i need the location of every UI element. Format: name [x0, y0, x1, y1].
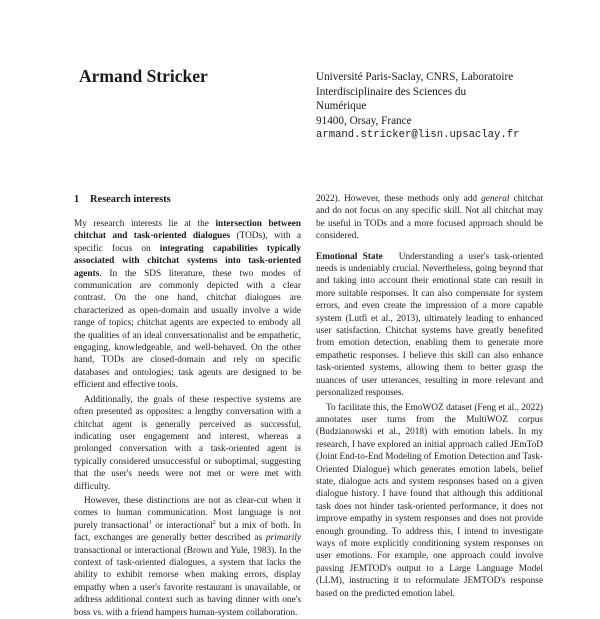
paragraph-goals: Additionally, the goals of these respective systems are often presented as opposites: a lengthy conversation with a chitchat agent is generally perceived as successful, indicating user engagement and interest, whereas a prolonged conversation with a task-oriented agent is typically considered unsuccessful or suboptimal, suggesting that the user's needs were not met or were met with difficulty. — [74, 394, 301, 492]
text-run: However, these distinctions are not as clear-cut when it comes to human communication. Most language is not purely transactional — [74, 495, 301, 531]
text-run: Understanding a user's task-oriented needs is undeniably crucial. Nevertheless, going beyond that and taking into account their emotional state can result in more suitable responses. It can also compensate for system errors, and even create the impression of a more capable system (Lutfi et al., 2013), ultimately leading to enhanced user satisfaction. Chitchat systems have greatly benefited from emotion detection, enabling them to generate more empathetic responses. I believe this skill can also enhance task-oriented systems, allowing them to better grasp the nuances of user utterances, resulting in more relevant and personalized responses. — [316, 251, 543, 399]
text-run: but a mix of both. In fact, exchanges are generally better described as — [74, 520, 302, 544]
affiliation-line-1: Université Paris-Saclay, CNRS, Laboratoire — [316, 71, 514, 83]
paragraph-continued — [316, 193, 543, 243]
footnote-marker[interactable]: 1 — [148, 519, 152, 526]
text-run: or interactional — [151, 520, 213, 531]
left-column — [74, 193, 301, 619]
text-run: (TODs), with a specific focus on — [74, 231, 301, 254]
footnote-marker[interactable]: 2 — [212, 519, 216, 526]
bold-run: integrating capabilities typically associated with chitchat systems into task-oriented agents — [74, 243, 301, 279]
affiliation-line-3: Numérique — [316, 100, 367, 113]
paragraph-distinctions — [74, 495, 301, 619]
paragraph-intro — [74, 218, 301, 392]
text-run: . In the SDS literature, these two modes of communication are commonly depicted with a clear contrast. On the one hand, chitchat dialogues are characterized as open-domain and usually involve a wide range of topics; chitchat agents are expected to embody all the qualities of an ideal conversationalist and be empathetic, engaging, knowledgeable, and well-behaved. On the other hand, TODs are closed-domain and rely on specific databases and ontologies; task agents are designed to be efficient and effective tools. — [74, 268, 301, 391]
italic-run: primarily — [265, 533, 301, 544]
text-run: transactional or interactional (Brown and Yule, 1983). In the context of task-oriented dialogues, a system that lacks the ability to exhibit remorse when making errors, display empathy when a user's favorite restaurant is unavailable, or address additional context such as having dinner with one's boss vs. with a friend hampers human-system collaboration. — [74, 545, 301, 618]
text-run: My research interests lie at the — [74, 219, 216, 229]
section-title: Research interests — [90, 194, 171, 205]
section-heading — [74, 193, 301, 206]
paragraph-emowoz: To facilitate this, the EmoWOZ dataset (Feng et al., 2022) annotates user turns from the MultiWOZ corpus (Budzianowski et al., 2018) with emotion labels. In my research, I have explored an initial approach called JEmToD (Joint End-to-End Modeling of Emotion Detection and Task-Oriented Dialogue) which generates emotion labels, belief state, dialogue acts and system responses based on a given dialogue history. I have found that although this additional task does not hinder task-oriented performance, it does not improve empathy in system responses and does not provide enough grounding. To address this, I intend to investigate ways of more explicitly conditioning system responses on user emotions. For example, one approach could involve passing JEMTOD's output to a Large Language Model (LLM), instructing it to reformulate JEMTOD's response based on the predicted emotion label. — [316, 402, 543, 599]
author-email[interactable]: armand.stricker@lisn.upsaclay.fr — [316, 129, 520, 142]
paragraph-emotional-state — [316, 251, 543, 400]
right-column — [316, 193, 543, 600]
text-run: 2022). However, these methods only add — [316, 194, 482, 204]
italic-run: general — [481, 194, 510, 204]
paragraph-heading: Emotional State — [316, 251, 383, 262]
affiliation-line-4: 91400, Orsay, France — [316, 114, 412, 127]
bold-run: intersection between chitchat and task-oriented dialogues — [74, 219, 301, 242]
affiliation-line-2: Interdisciplinaire des Sciences du — [316, 85, 467, 98]
text-run: chitchat and do not focus on any specific skill. Not all chitchat may be useful in TODs and a more focused approach should be considered. — [316, 194, 544, 242]
author-name: Armand Stricker — [79, 66, 208, 86]
affiliation-block — [316, 70, 586, 143]
section-number: 1 — [74, 194, 80, 205]
